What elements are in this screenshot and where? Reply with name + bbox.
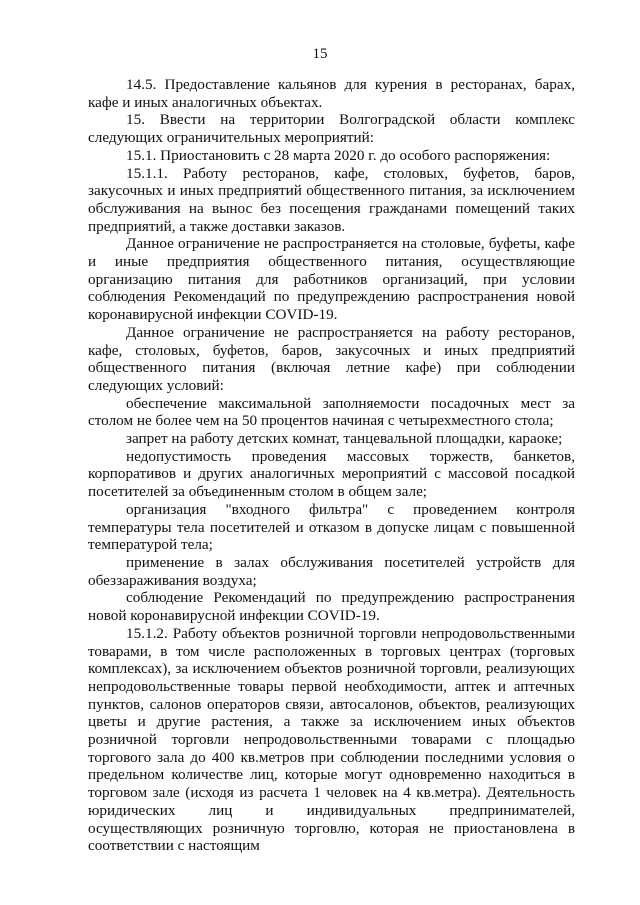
exception-paragraph-2: Данное ограничение не распространяется на работу ресторанов, кафе, столовых, буфетов, баров, закусочных и иных предприятий общественного питания (включая летние кафе) при соблюдении следующих условий:	[88, 323, 575, 394]
clause-15-1: 15.1. Приостановить с 28 марта 2020 г. до особого распоряжения:	[126, 146, 551, 164]
condition-air-disinfection: применение в залах обслуживания посетителей устройств для обеззараживания воздуха;	[88, 553, 575, 589]
condition-mass-events: недопустимость проведения массовых торжеств, банкетов, корпоративов и других аналогичных мероприятий с массовой посадкой посетителей за объединенным столом в общем зале;	[88, 447, 575, 501]
clause-15: 15. Ввести на территории Волгоградской области комплекс следующих ограничительных мероприятий:	[88, 111, 575, 147]
clause-15-1-1: 15.1.1. Работу ресторанов, кафе, столовых, буфетов, баров, закусочных и иных предприятий общественного питания, за исключением обслуживания на вынос без посещения гражданами помещений таких предприятий, а также доставки заказов.	[88, 164, 575, 235]
page-number: 15	[312, 46, 328, 62]
clause-15-1-2: 15.1.2. Работу объектов розничной торговли непродовольственными товарами, в том числе расположенных в торговых центрах (торговых комплексах), за исключением объектов розничной торговли, реализующих непродовольственные товары первой необходимости, аптек и аптечных пунктов, салонов операторов связи, автосалонов, объектов, реализующих цветы и другие растения, а также за исключением иных объектов розничной торговли непродовольственными товарами с площадью торгового зала до 400 кв.метров при соблюдении последними условия о предельном количестве лиц, которые могут одновременно находиться в торговом зале (исходя из расчета 1 человек на 4 кв.метра). Деятельность юридических лиц и индивидуальных предпринимателей, осуществляющих розничную торговлю, которая не приостановлена в соответствии с настоящим	[88, 624, 575, 855]
document-body	[88, 76, 575, 855]
condition-entry-filter: организация "входного фильтра" с проведением контроля температуры тела посетителей и отказом в допуске лицам с повышенной температурой тела;	[88, 500, 575, 554]
condition-recommendations: соблюдение Рекомендаций по предупреждению распространения новой коронавирусной инфекции COVID-19.	[88, 589, 575, 625]
clause-14-5: 14.5. Предоставление кальянов для курения в ресторанах, барах, кафе и иных аналогичных объектах.	[88, 76, 575, 111]
condition-seating: обеспечение максимальной заполняемости посадочных мест за столом не более чем на 50 процентов начиная с четырехместного стола;	[88, 394, 575, 430]
condition-kids-rooms: запрет на работу детских комнат, танцевальной площадки, караоке;	[126, 430, 563, 448]
exception-paragraph-1: Данное ограничение не распространяется на столовые, буфеты, кафе и иные предприятия общественного питания, осуществляющие организацию питания для работников организаций, при условии соблюдения Рекомендаций по предупреждению распространения новой коронавирусной инфекции COVID-19.	[88, 235, 575, 324]
